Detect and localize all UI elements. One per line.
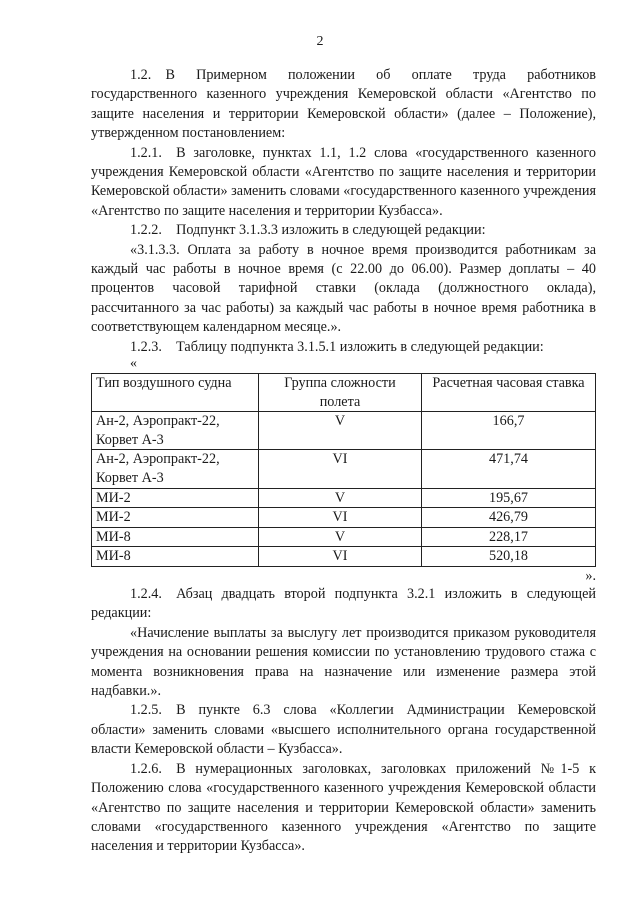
header-hourly-rate: Расчетная часовая ставка: [422, 374, 596, 412]
header-complexity-group: Группа сложности полета: [259, 374, 422, 412]
cell-rate: 195,67: [422, 488, 596, 508]
cell-group: V: [259, 412, 422, 450]
table-row: [92, 508, 596, 528]
document-body: [91, 66, 596, 857]
paragraph-1-2-6: 1.2.6. В нумерационных заголовках, заголовках приложений №1-5 к Положению слова «государственного казенного учреждения Кемеровской области «Агентство по защите населения и территории Кемеровской области» заменить словами «государственного казенного учреждения «Агентство по защите населения и территории Кузбасса».: [91, 760, 596, 855]
cell-group: V: [259, 488, 422, 508]
paragraph-1-2-4: 1.2.4. Абзац двадцать второй подпункта 3.2.1 изложить в следующей редакции:: [91, 586, 596, 622]
table-header-row: [92, 374, 596, 412]
paragraph-nachislenie: «Начисление выплаты за выслугу лет производится приказом руководителя учреждения на основании решения комиссии по установлению трудового стажа с момента возникновения права на назначение или изменение размера этой надбавки.».: [91, 624, 596, 700]
table-row: [92, 412, 596, 450]
table-row: [92, 527, 596, 547]
cell-aircraft: МИ-8: [92, 527, 259, 547]
paragraph-1-2: 1.2. В Примерном положении об оплате труда работников государственного казенного учреждения Кемеровской области «Агентство по защите населения и территории Кемеровской области» (далее – Положение), утвержденном постановлением:: [91, 67, 596, 142]
cell-rate: 520,18: [422, 547, 596, 567]
table-row: [92, 450, 596, 488]
paragraph-1-2-5: 1.2.5. В пункте 6.3 слова «Коллегии Администрации Кемеровской области» заменить словами «высшего исполнительного органа государственной власти Кемеровской области – Кузбасса».: [91, 702, 596, 758]
cell-group: VI: [259, 547, 422, 567]
cell-aircraft: МИ-2: [92, 508, 259, 528]
open-quote: «: [130, 356, 137, 372]
cell-aircraft: МИ-8: [92, 547, 259, 567]
paragraph-1-2-1: 1.2.1. В заголовке, пунктах 1.1, 1.2 слова «государственного казенного учреждения Кемеровской области «Агентство по защите населения и территории Кемеровской области» заменить словами «государственного казенного учреждения «Агентство по защите населения и территории Кузбасса».: [91, 144, 596, 219]
paragraph-3-1-3-3: «3.1.3.3. Оплата за работу в ночное время производится работникам за каждый час работы в ночное время (с 22.00 до 06.00). Размер доплаты – 40 процентов часовой тарифной ставки (оклада (должностного оклада), рассчитанного за час работы) за каждый час работы в ночное время работника в соответствующем календарном месяце.».: [91, 241, 596, 336]
cell-rate: 471,74: [422, 450, 596, 488]
table-row: [92, 547, 596, 567]
cell-group: VI: [259, 508, 422, 528]
cell-group: VI: [259, 450, 422, 488]
close-quote: ».: [585, 568, 596, 585]
cell-rate: 426,79: [422, 508, 596, 528]
cell-group: V: [259, 527, 422, 547]
cell-aircraft: МИ-2: [92, 488, 259, 508]
page-number: 2: [316, 34, 324, 49]
cell-rate: 228,17: [422, 527, 596, 547]
cell-aircraft: Ан-2, Аэропракт-22, Корвет А-3: [92, 450, 259, 488]
cell-aircraft: Ан-2, Аэропракт-22, Корвет А-3: [92, 412, 259, 450]
header-aircraft-type: Тип воздушного судна: [92, 374, 259, 412]
paragraph-1-2-2: 1.2.2. Подпункт 3.1.3.3 изложить в следующей редакции:: [130, 222, 486, 239]
rates-table: [91, 373, 596, 567]
paragraph-1-2-3: 1.2.3. Таблицу подпункта 3.1.5.1 изложить в следующей редакции:: [130, 338, 544, 355]
cell-rate: 166,7: [422, 412, 596, 450]
table-row: [92, 488, 596, 508]
